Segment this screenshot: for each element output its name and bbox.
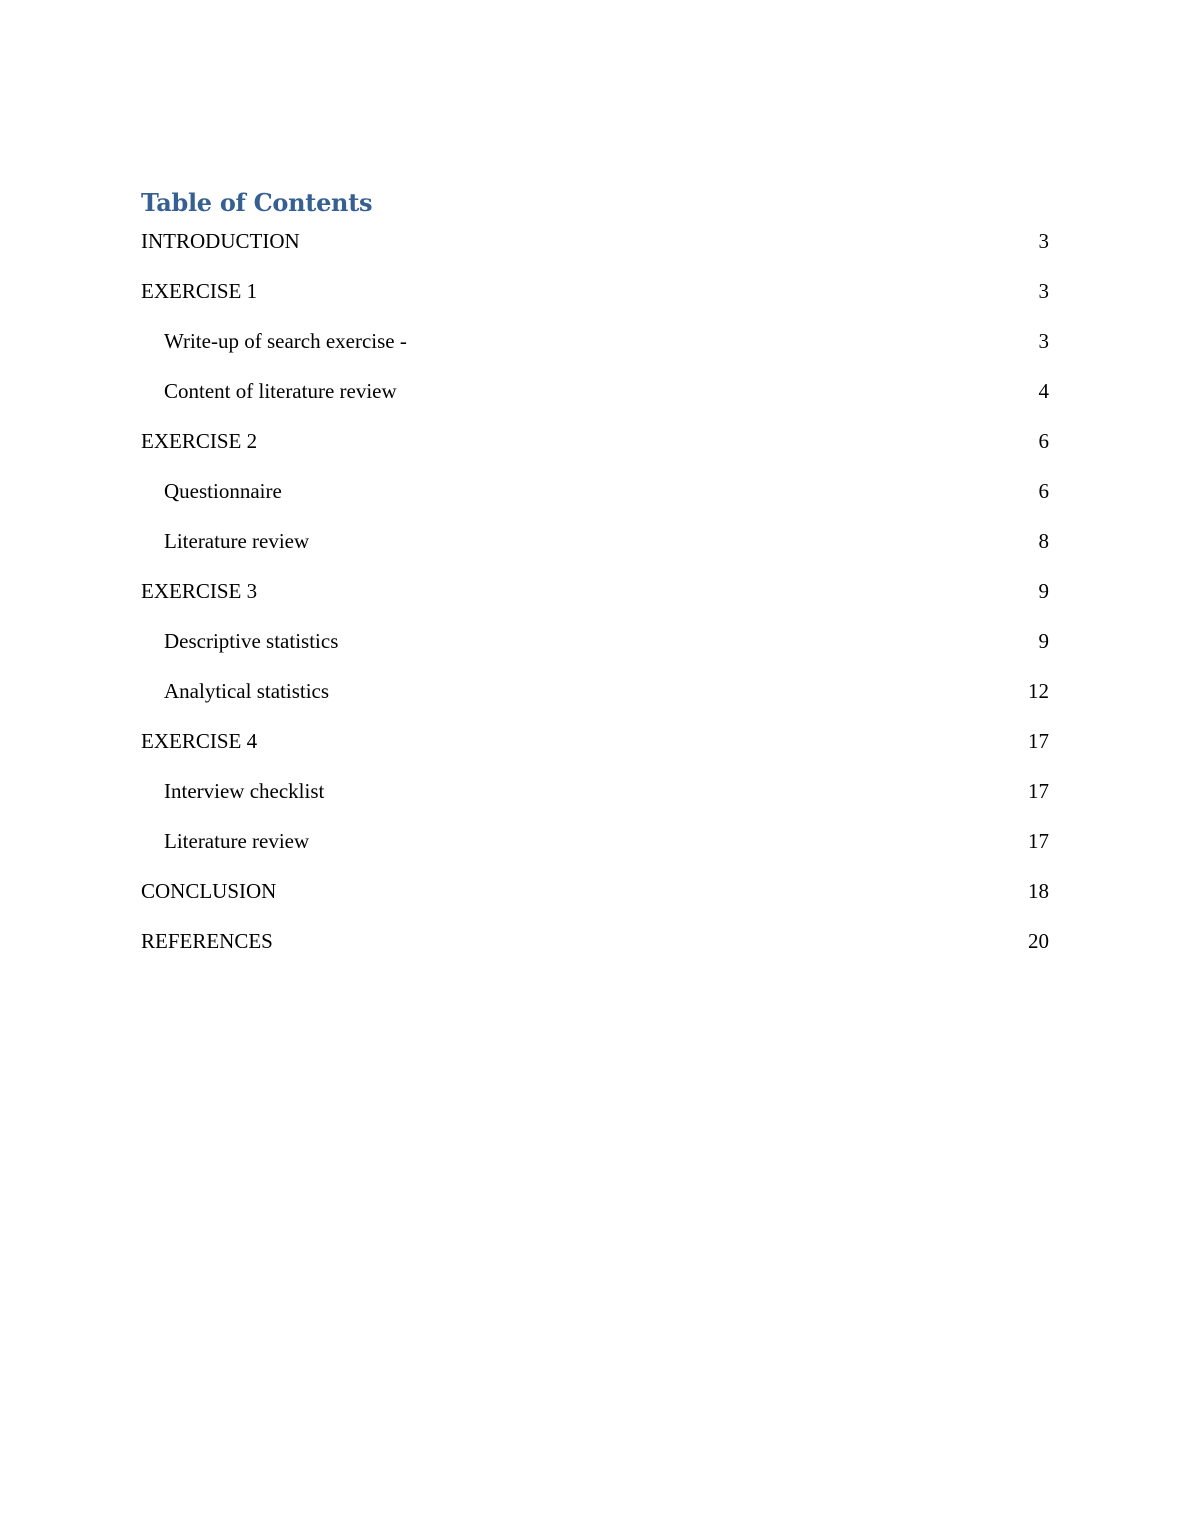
toc-entry[interactable] — [141, 228, 1049, 278]
toc-entry[interactable] — [141, 328, 1049, 378]
toc-entry[interactable] — [141, 828, 1049, 878]
toc-page-number: 20 — [1028, 929, 1049, 953]
toc-title: Table of Contents — [141, 188, 373, 217]
toc-entry-label: INTRODUCTION — [141, 229, 300, 253]
toc-page-number: 3 — [1038, 329, 1049, 353]
toc-entry[interactable] — [141, 578, 1049, 628]
toc-page-number: 17 — [1028, 829, 1049, 853]
toc-entry-label: EXERCISE 1 — [141, 279, 258, 303]
toc-entry-label: EXERCISE 4 — [141, 729, 258, 753]
toc-entry[interactable] — [141, 728, 1049, 778]
table-of-contents — [141, 184, 1049, 978]
toc-page-number: 6 — [1038, 479, 1049, 503]
toc-entry-label: Interview checklist — [164, 779, 325, 803]
toc-entry-label: REFERENCES — [141, 929, 273, 953]
toc-entry-label: Write-up of search exercise - — [164, 329, 407, 353]
toc-entry-label: CONCLUSION — [141, 879, 277, 903]
toc-entry[interactable] — [141, 778, 1049, 828]
toc-entry[interactable] — [141, 678, 1049, 728]
toc-entry[interactable] — [141, 428, 1049, 478]
toc-entry[interactable] — [141, 878, 1049, 928]
toc-entry-label: EXERCISE 2 — [141, 429, 258, 453]
toc-page-number: 8 — [1038, 529, 1049, 553]
toc-page-number: 18 — [1028, 879, 1049, 903]
toc-entry-label: Content of literature review — [164, 379, 397, 403]
toc-entry-label: Descriptive statistics — [164, 629, 339, 653]
toc-page-number: 3 — [1038, 279, 1049, 303]
toc-page-number: 17 — [1028, 729, 1049, 753]
toc-entry[interactable] — [141, 928, 1049, 978]
toc-entry-label: EXERCISE 3 — [141, 579, 258, 603]
toc-entry[interactable] — [141, 478, 1049, 528]
toc-page-number: 17 — [1028, 779, 1049, 803]
toc-entry[interactable] — [141, 628, 1049, 678]
toc-entry[interactable] — [141, 378, 1049, 428]
toc-page-number: 6 — [1038, 429, 1049, 453]
toc-entry-list — [141, 228, 1049, 978]
toc-page-number: 3 — [1038, 229, 1049, 253]
toc-entry-label: Questionnaire — [164, 479, 282, 503]
toc-entry-label: Analytical statistics — [164, 679, 330, 703]
toc-entry[interactable] — [141, 528, 1049, 578]
toc-page-number: 12 — [1028, 679, 1049, 703]
toc-page-number: 9 — [1038, 579, 1049, 603]
toc-entry[interactable] — [141, 278, 1049, 328]
toc-entry-label: Literature review — [164, 529, 310, 553]
toc-entry-label: Literature review — [164, 829, 310, 853]
toc-page-number: 4 — [1038, 379, 1049, 403]
toc-page-number: 9 — [1038, 629, 1049, 653]
